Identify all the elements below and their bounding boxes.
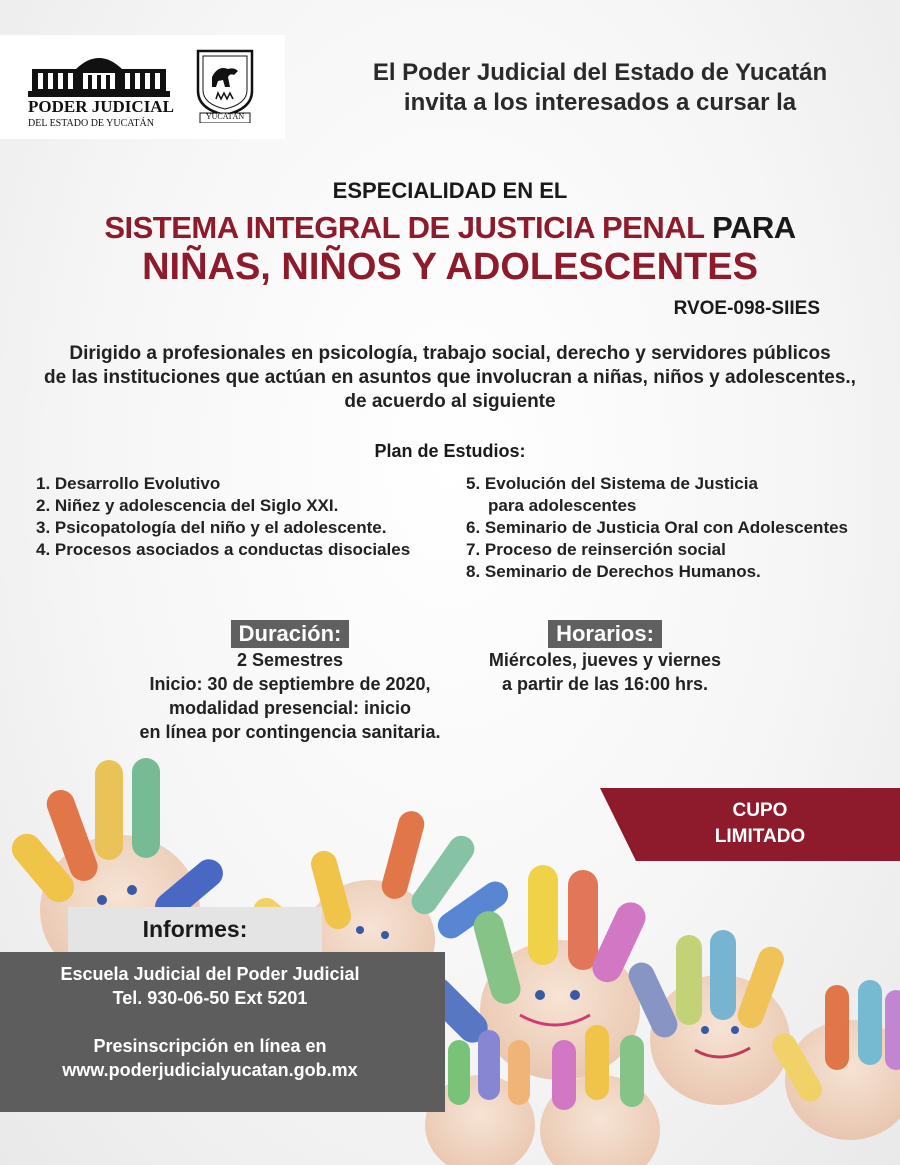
duracion-line: Inicio: 30 de septiembre de 2020,: [149, 674, 431, 694]
description-line-2: de las instituciones que actúan en asuntos que involucran a niñas, niños y adolescentes.,: [44, 367, 856, 388]
pj-logo-title: PODER JUDICIAL: [28, 97, 174, 116]
description-line-3: de acuerdo al siguiente: [344, 391, 556, 412]
horarios-section: [470, 620, 740, 696]
informes-line-3: Presinscripción en línea en: [93, 1036, 327, 1056]
duracion-label: Duración:: [231, 620, 350, 648]
informes-line-2: Tel. 930-06-50 Ext 5201: [112, 988, 308, 1008]
duracion-line: modalidad presencial: inicio: [168, 698, 412, 718]
description-line-1: Dirigido a profesionales en psicología, trabajo social, derecho y servidores públicos: [69, 343, 831, 364]
intro-line-2: invita a los interesados a cursar la: [403, 89, 797, 116]
list-item: 3. Psicopatología del niño y el adolescente.: [36, 518, 387, 537]
list-item: 8. Seminario de Derechos Humanos.: [466, 562, 761, 581]
rvoe-code: RVOE-098-SIIES: [673, 298, 820, 319]
duracion-line: 2 Semestres: [236, 650, 344, 670]
horarios-line: a partir de las 16:00 hrs.: [501, 674, 709, 694]
list-item: 4. Procesos asociados a conductas disociales: [36, 540, 411, 559]
plan-list-right: [466, 473, 848, 583]
intro-text: [300, 58, 900, 118]
informes-line-1: Escuela Judicial del Poder Judicial: [60, 964, 360, 984]
cupo-line-1: CUPO: [732, 800, 788, 821]
list-item: para adolescentes: [488, 496, 637, 515]
informes-label: Informes:: [142, 916, 248, 942]
list-item: 2. Niñez y adolescencia del Siglo XXI.: [36, 496, 339, 515]
horarios-label: Horarios:: [548, 620, 662, 648]
plan-title: Plan de Estudios:: [374, 441, 526, 461]
pj-logo-subtitle: DEL ESTADO DE YUCATÁN: [28, 118, 154, 129]
logo-area: [0, 35, 285, 139]
title-line-2-para: PARA: [712, 210, 796, 245]
duracion-line: en línea por contingencia sanitaria.: [139, 722, 441, 742]
horarios-line: Miércoles, jueves y viernes: [488, 650, 722, 670]
cupo-line-2: LIMITADO: [714, 826, 806, 847]
title-line-2: [0, 210, 900, 246]
plan-list-left: [36, 473, 410, 561]
duracion-section: [100, 620, 480, 744]
informes-text: [20, 962, 400, 1082]
intro-line-1: El Poder Judicial del Estado de Yucatán: [372, 59, 828, 86]
description: [20, 342, 880, 414]
list-item: 7. Proceso de reinserción social: [466, 540, 726, 559]
title-line-1: ESPECIALIDAD EN EL: [332, 178, 568, 203]
cupo-text: [660, 798, 860, 850]
list-item: 5. Evolución del Sistema de Justicia: [466, 474, 758, 493]
shield-label: YUCATÁN: [205, 112, 245, 121]
list-item: 1. Desarrollo Evolutivo: [36, 474, 221, 493]
poder-judicial-building-logo: [28, 47, 170, 99]
list-item: 6. Seminario de Justicia Oral con Adolescentes: [466, 518, 849, 537]
title-line-3: NIÑAS, NIÑOS Y ADOLESCENTES: [142, 246, 758, 288]
informes-header: [68, 907, 322, 952]
website-link[interactable]: www.poderjudicialyucatan.gob.mx: [62, 1060, 358, 1080]
title-line-2-main: SISTEMA INTEGRAL DE JUSTICIA PENAL: [104, 210, 704, 245]
